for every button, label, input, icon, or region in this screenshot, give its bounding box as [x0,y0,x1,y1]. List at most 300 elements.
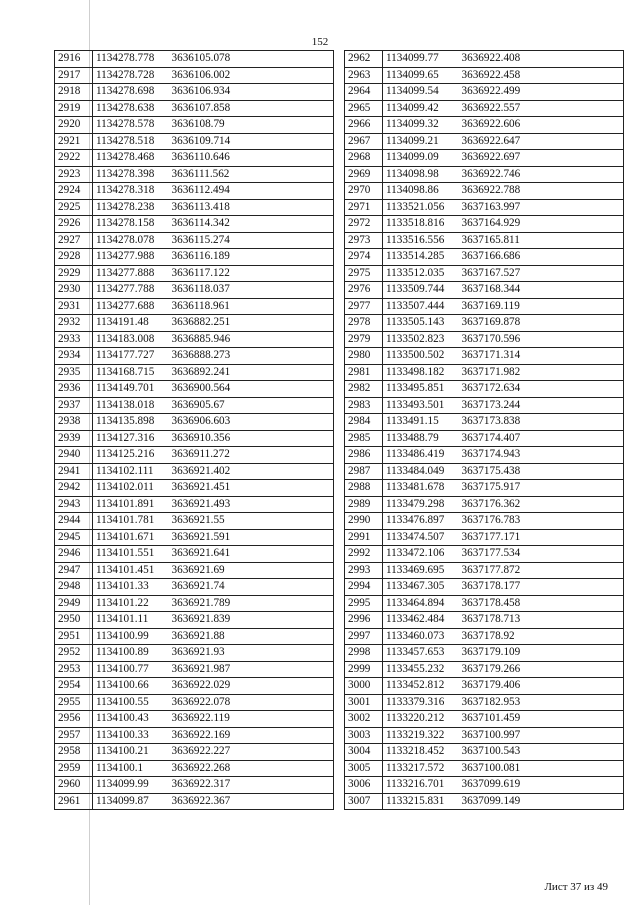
table-row [55,546,334,563]
table-row [345,430,624,447]
coordinate-y: 3636922.408 [459,51,624,68]
coordinate-x: 1133457.653 [383,645,459,662]
table-row [345,579,624,596]
coordinate-y: 3637174.943 [459,447,624,464]
point-number: 2944 [55,513,93,530]
coordinate-x: 1133379.316 [383,694,459,711]
coordinate-y: 3636113.418 [169,199,334,216]
table-row [345,595,624,612]
coordinate-y: 3636882.251 [169,315,334,332]
coordinate-y: 3636921.74 [169,579,334,596]
table-row [345,117,624,134]
point-number: 2925 [55,199,93,216]
coordinate-y: 3636106.002 [169,67,334,84]
table-row [345,727,624,744]
point-number: 2937 [55,397,93,414]
point-number: 2917 [55,67,93,84]
point-number: 3005 [345,760,383,777]
coordinate-x: 1133488.79 [383,430,459,447]
coordinate-y: 3636114.342 [169,216,334,233]
point-number: 2965 [345,100,383,117]
coordinate-y: 3637177.872 [459,562,624,579]
point-number: 2960 [55,777,93,794]
table-row [345,298,624,315]
table-row [55,265,334,282]
table-row [55,777,334,794]
table-row [345,282,624,299]
coordinate-x: 1134277.888 [93,265,169,282]
coordinate-x: 1133455.232 [383,661,459,678]
table-row [345,760,624,777]
table-row [345,661,624,678]
coordinate-y: 3637163.997 [459,199,624,216]
point-number: 2936 [55,381,93,398]
table-row [55,331,334,348]
coordinate-y: 3636118.961 [169,298,334,315]
point-number: 2957 [55,727,93,744]
coordinate-y: 3636108.79 [169,117,334,134]
coordinate-x: 1134125.216 [93,447,169,464]
point-number: 2975 [345,265,383,282]
coordinate-y: 3636921.402 [169,463,334,480]
coordinate-x: 1134278.238 [93,199,169,216]
coordinate-y: 3636112.494 [169,183,334,200]
point-number: 3007 [345,793,383,810]
coordinate-y: 3636922.788 [459,183,624,200]
coordinate-x: 1134099.99 [93,777,169,794]
coordinate-y: 3636900.564 [169,381,334,398]
coordinate-y: 3636911.272 [169,447,334,464]
coordinate-y: 3636922.119 [169,711,334,728]
coordinate-y: 3637165.811 [459,232,624,249]
coordinate-x: 1134278.318 [93,183,169,200]
table-row [55,397,334,414]
coordinate-x: 1134191.48 [93,315,169,332]
table-row [55,282,334,299]
table-row [345,397,624,414]
coordinate-y: 3637100.543 [459,744,624,761]
table-row [55,298,334,315]
coordinate-x: 1134100.66 [93,678,169,695]
coordinate-y: 3636922.606 [459,117,624,134]
coordinate-y: 3636922.029 [169,678,334,695]
coordinate-x: 1134101.671 [93,529,169,546]
point-number: 2978 [345,315,383,332]
coordinate-y: 3636116.189 [169,249,334,266]
point-number: 2993 [345,562,383,579]
coordinate-y: 3636117.122 [169,265,334,282]
coordinate-y: 3636922.078 [169,694,334,711]
table-row [345,562,624,579]
coordinate-x: 1133472.106 [383,546,459,563]
table-row [55,678,334,695]
table-row [55,183,334,200]
coordinate-x: 1134099.65 [383,67,459,84]
coordinate-x: 1133507.444 [383,298,459,315]
point-number: 2964 [345,84,383,101]
coordinate-y: 3637179.266 [459,661,624,678]
point-number: 2984 [345,414,383,431]
point-number: 2994 [345,579,383,596]
table-row [55,760,334,777]
point-number: 2922 [55,150,93,167]
coordinate-x: 1133216.701 [383,777,459,794]
coordinate-y: 3637173.838 [459,414,624,431]
coordinate-x: 1133462.484 [383,612,459,629]
coordinate-y: 3637174.407 [459,430,624,447]
table-row [345,199,624,216]
table-row [345,331,624,348]
table-row [345,315,624,332]
table-row [55,579,334,596]
coordinate-y: 3636905.67 [169,397,334,414]
table-row [55,117,334,134]
coordinate-y: 3637170.596 [459,331,624,348]
coordinate-x: 1133518.816 [383,216,459,233]
coordinate-x: 1134100.89 [93,645,169,662]
point-number: 2967 [345,133,383,150]
point-number: 2928 [55,249,93,266]
table-row [55,67,334,84]
table-row [55,612,334,629]
table-row [345,628,624,645]
point-number: 2932 [55,315,93,332]
point-number: 2951 [55,628,93,645]
coordinate-x: 1133479.298 [383,496,459,513]
table-row [345,463,624,480]
coordinate-x: 1134099.09 [383,150,459,167]
coordinate-x: 1134101.891 [93,496,169,513]
table-row [345,694,624,711]
point-number: 2938 [55,414,93,431]
point-number: 2958 [55,744,93,761]
point-number: 2976 [345,282,383,299]
coordinate-x: 1134099.77 [383,51,459,68]
coordinate-y: 3636921.789 [169,595,334,612]
coordinate-y: 3637099.619 [459,777,624,794]
coordinate-x: 1133516.556 [383,232,459,249]
point-number: 2985 [345,430,383,447]
coordinate-y: 3637178.713 [459,612,624,629]
table-row [345,793,624,810]
table-row [345,744,624,761]
table-row [345,777,624,794]
coordinate-x: 1134168.715 [93,364,169,381]
point-number: 3004 [345,744,383,761]
point-number: 2929 [55,265,93,282]
coordinate-x: 1134278.398 [93,166,169,183]
point-number: 2996 [345,612,383,629]
point-number: 2918 [55,84,93,101]
table-row [345,133,624,150]
point-number: 2942 [55,480,93,497]
coordinate-x: 1134149.701 [93,381,169,398]
coordinate-y: 3637166.686 [459,249,624,266]
table-row [55,166,334,183]
point-number: 3002 [345,711,383,728]
coordinate-x: 1133219.322 [383,727,459,744]
point-number: 2921 [55,133,93,150]
point-number: 2919 [55,100,93,117]
coordinate-x: 1133460.073 [383,628,459,645]
coordinate-y: 3637171.314 [459,348,624,365]
table-row [345,546,624,563]
point-number: 2997 [345,628,383,645]
coordinate-x: 1134099.21 [383,133,459,150]
table-row [345,100,624,117]
table-row [345,51,624,68]
coordinate-y: 3637100.997 [459,727,624,744]
table-row [55,51,334,68]
point-number: 2974 [345,249,383,266]
table-row [55,529,334,546]
coordinate-x: 1134101.451 [93,562,169,579]
point-number: 2955 [55,694,93,711]
coordinate-x: 1134099.87 [93,793,169,810]
point-number: 2980 [345,348,383,365]
point-number: 2924 [55,183,93,200]
point-number: 2923 [55,166,93,183]
table-row [55,793,334,810]
coordinate-y: 3636106.934 [169,84,334,101]
table-row [55,645,334,662]
coordinate-x: 1134278.698 [93,84,169,101]
point-number: 2972 [345,216,383,233]
table-row [55,496,334,513]
coordinate-x: 1134278.078 [93,232,169,249]
table-row [345,232,624,249]
table-row [345,414,624,431]
point-number: 2968 [345,150,383,167]
table-row [345,529,624,546]
point-number: 3003 [345,727,383,744]
coordinate-y: 3636110.646 [169,150,334,167]
table-row [55,595,334,612]
point-number: 2971 [345,199,383,216]
coordinate-y: 3637178.458 [459,595,624,612]
coordinate-x: 1134100.77 [93,661,169,678]
point-number: 2940 [55,447,93,464]
table-row [55,199,334,216]
coordinate-y: 3636922.227 [169,744,334,761]
point-number: 2933 [55,331,93,348]
coordinate-x: 1133505.143 [383,315,459,332]
table-row [55,744,334,761]
coordinate-x: 1134177.727 [93,348,169,365]
point-number: 2949 [55,595,93,612]
coordinate-x: 1134278.728 [93,67,169,84]
point-number: 2981 [345,364,383,381]
coordinate-y: 3637164.929 [459,216,624,233]
coordinate-x: 1133495.851 [383,381,459,398]
point-number: 2966 [345,117,383,134]
point-number: 2987 [345,463,383,480]
coordinate-x: 1134277.788 [93,282,169,299]
coordinate-x: 1133217.572 [383,760,459,777]
coordinate-x: 1133464.894 [383,595,459,612]
coordinate-x: 1133509.744 [383,282,459,299]
table-row [345,84,624,101]
coordinate-y: 3636922.499 [459,84,624,101]
point-number: 3000 [345,678,383,695]
coordinate-y: 3637101.459 [459,711,624,728]
coordinate-x: 1133467.305 [383,579,459,596]
coordinate-y: 3636922.647 [459,133,624,150]
point-number: 2995 [345,595,383,612]
point-number: 2969 [345,166,383,183]
table-row [55,513,334,530]
table-row [55,727,334,744]
coordinate-y: 3636921.451 [169,480,334,497]
table-row [55,249,334,266]
table-row [345,645,624,662]
coordinate-x: 1134099.32 [383,117,459,134]
point-number: 2953 [55,661,93,678]
point-number: 2979 [345,331,383,348]
table-row [55,133,334,150]
table-row [55,480,334,497]
table-row [55,711,334,728]
coordinate-y: 3637176.783 [459,513,624,530]
coordinate-x: 1134100.99 [93,628,169,645]
coordinate-y: 3636118.037 [169,282,334,299]
coordinates-table-right [344,50,624,810]
point-number: 2989 [345,496,383,513]
coordinate-x: 1134100.43 [93,711,169,728]
coordinate-x: 1134098.98 [383,166,459,183]
coordinate-y: 3637100.081 [459,760,624,777]
coordinate-x: 1133476.897 [383,513,459,530]
point-number: 2952 [55,645,93,662]
coordinate-x: 1134099.42 [383,100,459,117]
point-number: 2977 [345,298,383,315]
point-number: 2934 [55,348,93,365]
point-number: 2963 [345,67,383,84]
coordinate-x: 1134278.468 [93,150,169,167]
table-row [55,348,334,365]
coordinate-y: 3637173.244 [459,397,624,414]
coordinate-y: 3636910.356 [169,430,334,447]
coordinate-y: 3636921.69 [169,562,334,579]
table-row [345,513,624,530]
coordinate-y: 3636105.078 [169,51,334,68]
point-number: 2986 [345,447,383,464]
coordinate-x: 1133512.035 [383,265,459,282]
coordinate-y: 3636921.55 [169,513,334,530]
table-row [345,678,624,695]
coordinate-x: 1133498.182 [383,364,459,381]
coordinate-y: 3637167.527 [459,265,624,282]
coordinate-x: 1134278.778 [93,51,169,68]
table-row [345,711,624,728]
coordinate-x: 1134100.21 [93,744,169,761]
coordinate-y: 3636115.274 [169,232,334,249]
point-number: 2990 [345,513,383,530]
coordinate-x: 1134101.11 [93,612,169,629]
coordinates-table-left [54,50,334,810]
coordinate-y: 3636921.93 [169,645,334,662]
table-row [345,381,624,398]
coordinate-y: 3637177.534 [459,546,624,563]
table-row [55,661,334,678]
point-number: 2983 [345,397,383,414]
point-number: 2948 [55,579,93,596]
coordinate-x: 1134101.551 [93,546,169,563]
coordinate-x: 1133452.812 [383,678,459,695]
table-row [345,480,624,497]
table-row [55,84,334,101]
coordinate-y: 3636885.946 [169,331,334,348]
coordinate-x: 1133220.212 [383,711,459,728]
point-number: 2992 [345,546,383,563]
point-number: 2956 [55,711,93,728]
coordinate-y: 3636107.858 [169,100,334,117]
coordinate-y: 3637177.171 [459,529,624,546]
page-number: 152 [311,36,329,48]
table-row [345,183,624,200]
coordinate-x: 1134101.33 [93,579,169,596]
coordinate-x: 1134102.111 [93,463,169,480]
coordinate-y: 3636922.458 [459,67,624,84]
coordinate-x: 1134138.018 [93,397,169,414]
point-number: 2926 [55,216,93,233]
coordinate-y: 3637168.344 [459,282,624,299]
coordinate-y: 3636111.562 [169,166,334,183]
coordinate-x: 1134100.55 [93,694,169,711]
point-number: 2988 [345,480,383,497]
table-row [55,628,334,645]
coordinate-y: 3636921.493 [169,496,334,513]
table-row [345,612,624,629]
point-number: 2998 [345,645,383,662]
coordinate-y: 3636888.273 [169,348,334,365]
coordinate-x: 1134098.86 [383,183,459,200]
point-number: 3006 [345,777,383,794]
table-row [55,694,334,711]
coordinate-y: 3637171.982 [459,364,624,381]
point-number: 2935 [55,364,93,381]
coordinate-x: 1133521.056 [383,199,459,216]
coordinate-x: 1133474.507 [383,529,459,546]
point-number: 2962 [345,51,383,68]
coordinate-x: 1134278.578 [93,117,169,134]
coordinate-x: 1134101.22 [93,595,169,612]
coordinate-y: 3636109.714 [169,133,334,150]
coordinate-x: 1133484.049 [383,463,459,480]
coordinate-x: 1134135.898 [93,414,169,431]
coordinate-x: 1134101.781 [93,513,169,530]
point-number: 2945 [55,529,93,546]
coordinate-y: 3636921.591 [169,529,334,546]
coordinate-x: 1134277.688 [93,298,169,315]
coordinate-y: 3637176.362 [459,496,624,513]
coordinate-y: 3636906.603 [169,414,334,431]
coordinate-y: 3636921.839 [169,612,334,629]
coordinate-x: 1133514.285 [383,249,459,266]
table-row [345,447,624,464]
coordinate-y: 3637179.406 [459,678,624,695]
table-row [55,364,334,381]
coordinate-y: 3637169.119 [459,298,624,315]
point-number: 2939 [55,430,93,447]
table-row [55,414,334,431]
coordinate-x: 1133502.823 [383,331,459,348]
coordinate-x: 1133500.502 [383,348,459,365]
table-row [55,562,334,579]
coordinate-y: 3636922.268 [169,760,334,777]
coordinate-y: 3636922.746 [459,166,624,183]
point-number: 2950 [55,612,93,629]
